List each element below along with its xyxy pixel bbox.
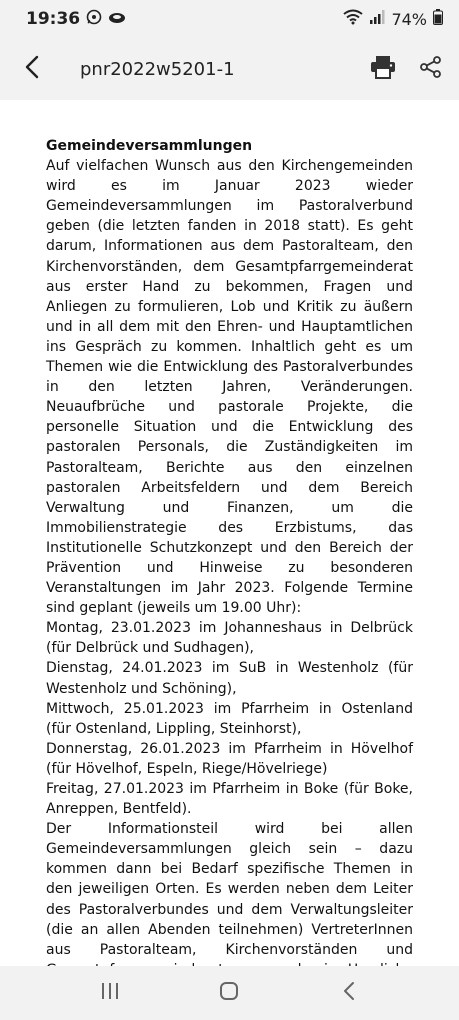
battery-icon bbox=[433, 9, 443, 30]
document-heading: Gemeindeversammlungen bbox=[46, 138, 253, 154]
battery-percent: 74% bbox=[391, 9, 427, 29]
system-back-button[interactable] bbox=[319, 971, 379, 1015]
date-line: Freitag, 27.01.2023 im Pfarrheim in Boke (für Boke, Anreppen, Bentfeld). bbox=[46, 781, 413, 818]
intro-paragraph: Auf vielfachen Wunsch aus den Kirchengemeinden wird es im Januar 2023 wieder Gemeindeversammlungen im Pastoralverbund geben (die letzten fanden in 2018 statt). Es geht darum, Informationen aus dem Pastoralteam, den Kirchenvorständen, dem Gesamtpfarrgemeinderat aus erster Hand zu bekommen, Fragen und Anliegen zu formulieren, Lob und Kritik zu äußern und in all dem mit den Ehren- und Hauptamtlichen ins Gespräch zu kommen. Inhaltlich geht es um Themen wie die Entwicklung des Pastoralverbundes in den letzten Jahren, Veränderungen. Neuaufbrüche und pastorale Projekte, die personelle Situation und die Entwicklung des pastoralen Personals, die Zuständigkeiten im Pastoralteam, Berichte aus den einzelnen pastoralen Arbeitsfeldern und dem Bereich Verwaltung und Finanzen, um die Immobilienstrategie des Erzbistums, das Institutionelle Schutzkonzept und den Bereich der Prävention und Hinweise zu besonderen Veranstaltungen im Jahr 2023. Folgende Termine sind geplant (jeweils um 19.00 Uhr): bbox=[46, 158, 413, 617]
app-bar bbox=[0, 38, 459, 100]
print-button[interactable] bbox=[359, 45, 407, 93]
home-icon bbox=[219, 981, 239, 1006]
document-viewer[interactable] bbox=[0, 100, 459, 966]
date-line: Donnerstag, 26.01.2023 im Pfarrheim in Hövelhof (für Hövelhof, Espeln, Riege/Hövelriege) bbox=[46, 740, 413, 777]
status-left bbox=[26, 9, 126, 30]
date-line: Montag, 23.01.2023 im Johanneshaus in Delbrück (für Delbrück und Sudhagen), bbox=[46, 620, 413, 657]
closing-paragraph: Der Informationsteil wird bei allen Gemeindeversammlungen gleich sein – dazu kommen dann bei Bedarf spezifische Themen in den jeweiligen Orten. Es werden neben dem Leiter des Pastoralverbundes und dem Verwaltungsleiter (die an allen Abenden teilnehmen) VertreterInnen aus Pastoralteam, Kirchenvorständen und bbox=[46, 821, 413, 958]
recent-apps-icon bbox=[100, 982, 120, 1005]
share-button[interactable] bbox=[407, 45, 455, 93]
share-icon bbox=[420, 56, 442, 83]
status-time: 19:36 bbox=[26, 9, 81, 29]
status-bar bbox=[0, 0, 459, 38]
cloud-icon bbox=[108, 10, 126, 29]
back-icon bbox=[342, 981, 356, 1006]
date-line: Dienstag, 24.01.2023 im SuB in Westenholz (für Westenholz und Schöning), bbox=[46, 660, 413, 697]
wifi-icon bbox=[343, 9, 363, 30]
back-arrow-icon bbox=[24, 55, 40, 84]
back-button[interactable] bbox=[2, 38, 62, 100]
print-icon bbox=[370, 55, 396, 84]
document-body bbox=[46, 136, 413, 1000]
status-right bbox=[343, 9, 443, 30]
home-button[interactable] bbox=[199, 971, 259, 1015]
signal-icon bbox=[369, 9, 385, 30]
document-title: pnr2022w5201-1 bbox=[80, 58, 235, 80]
date-line: Mittwoch, 25.01.2023 im Pfarrheim in Ostenland (für Ostenland, Lippling, Steinhorst), bbox=[46, 700, 413, 737]
recent-apps-button[interactable] bbox=[80, 971, 140, 1015]
navigation-bar bbox=[0, 966, 459, 1020]
whatsapp-icon bbox=[86, 9, 102, 30]
